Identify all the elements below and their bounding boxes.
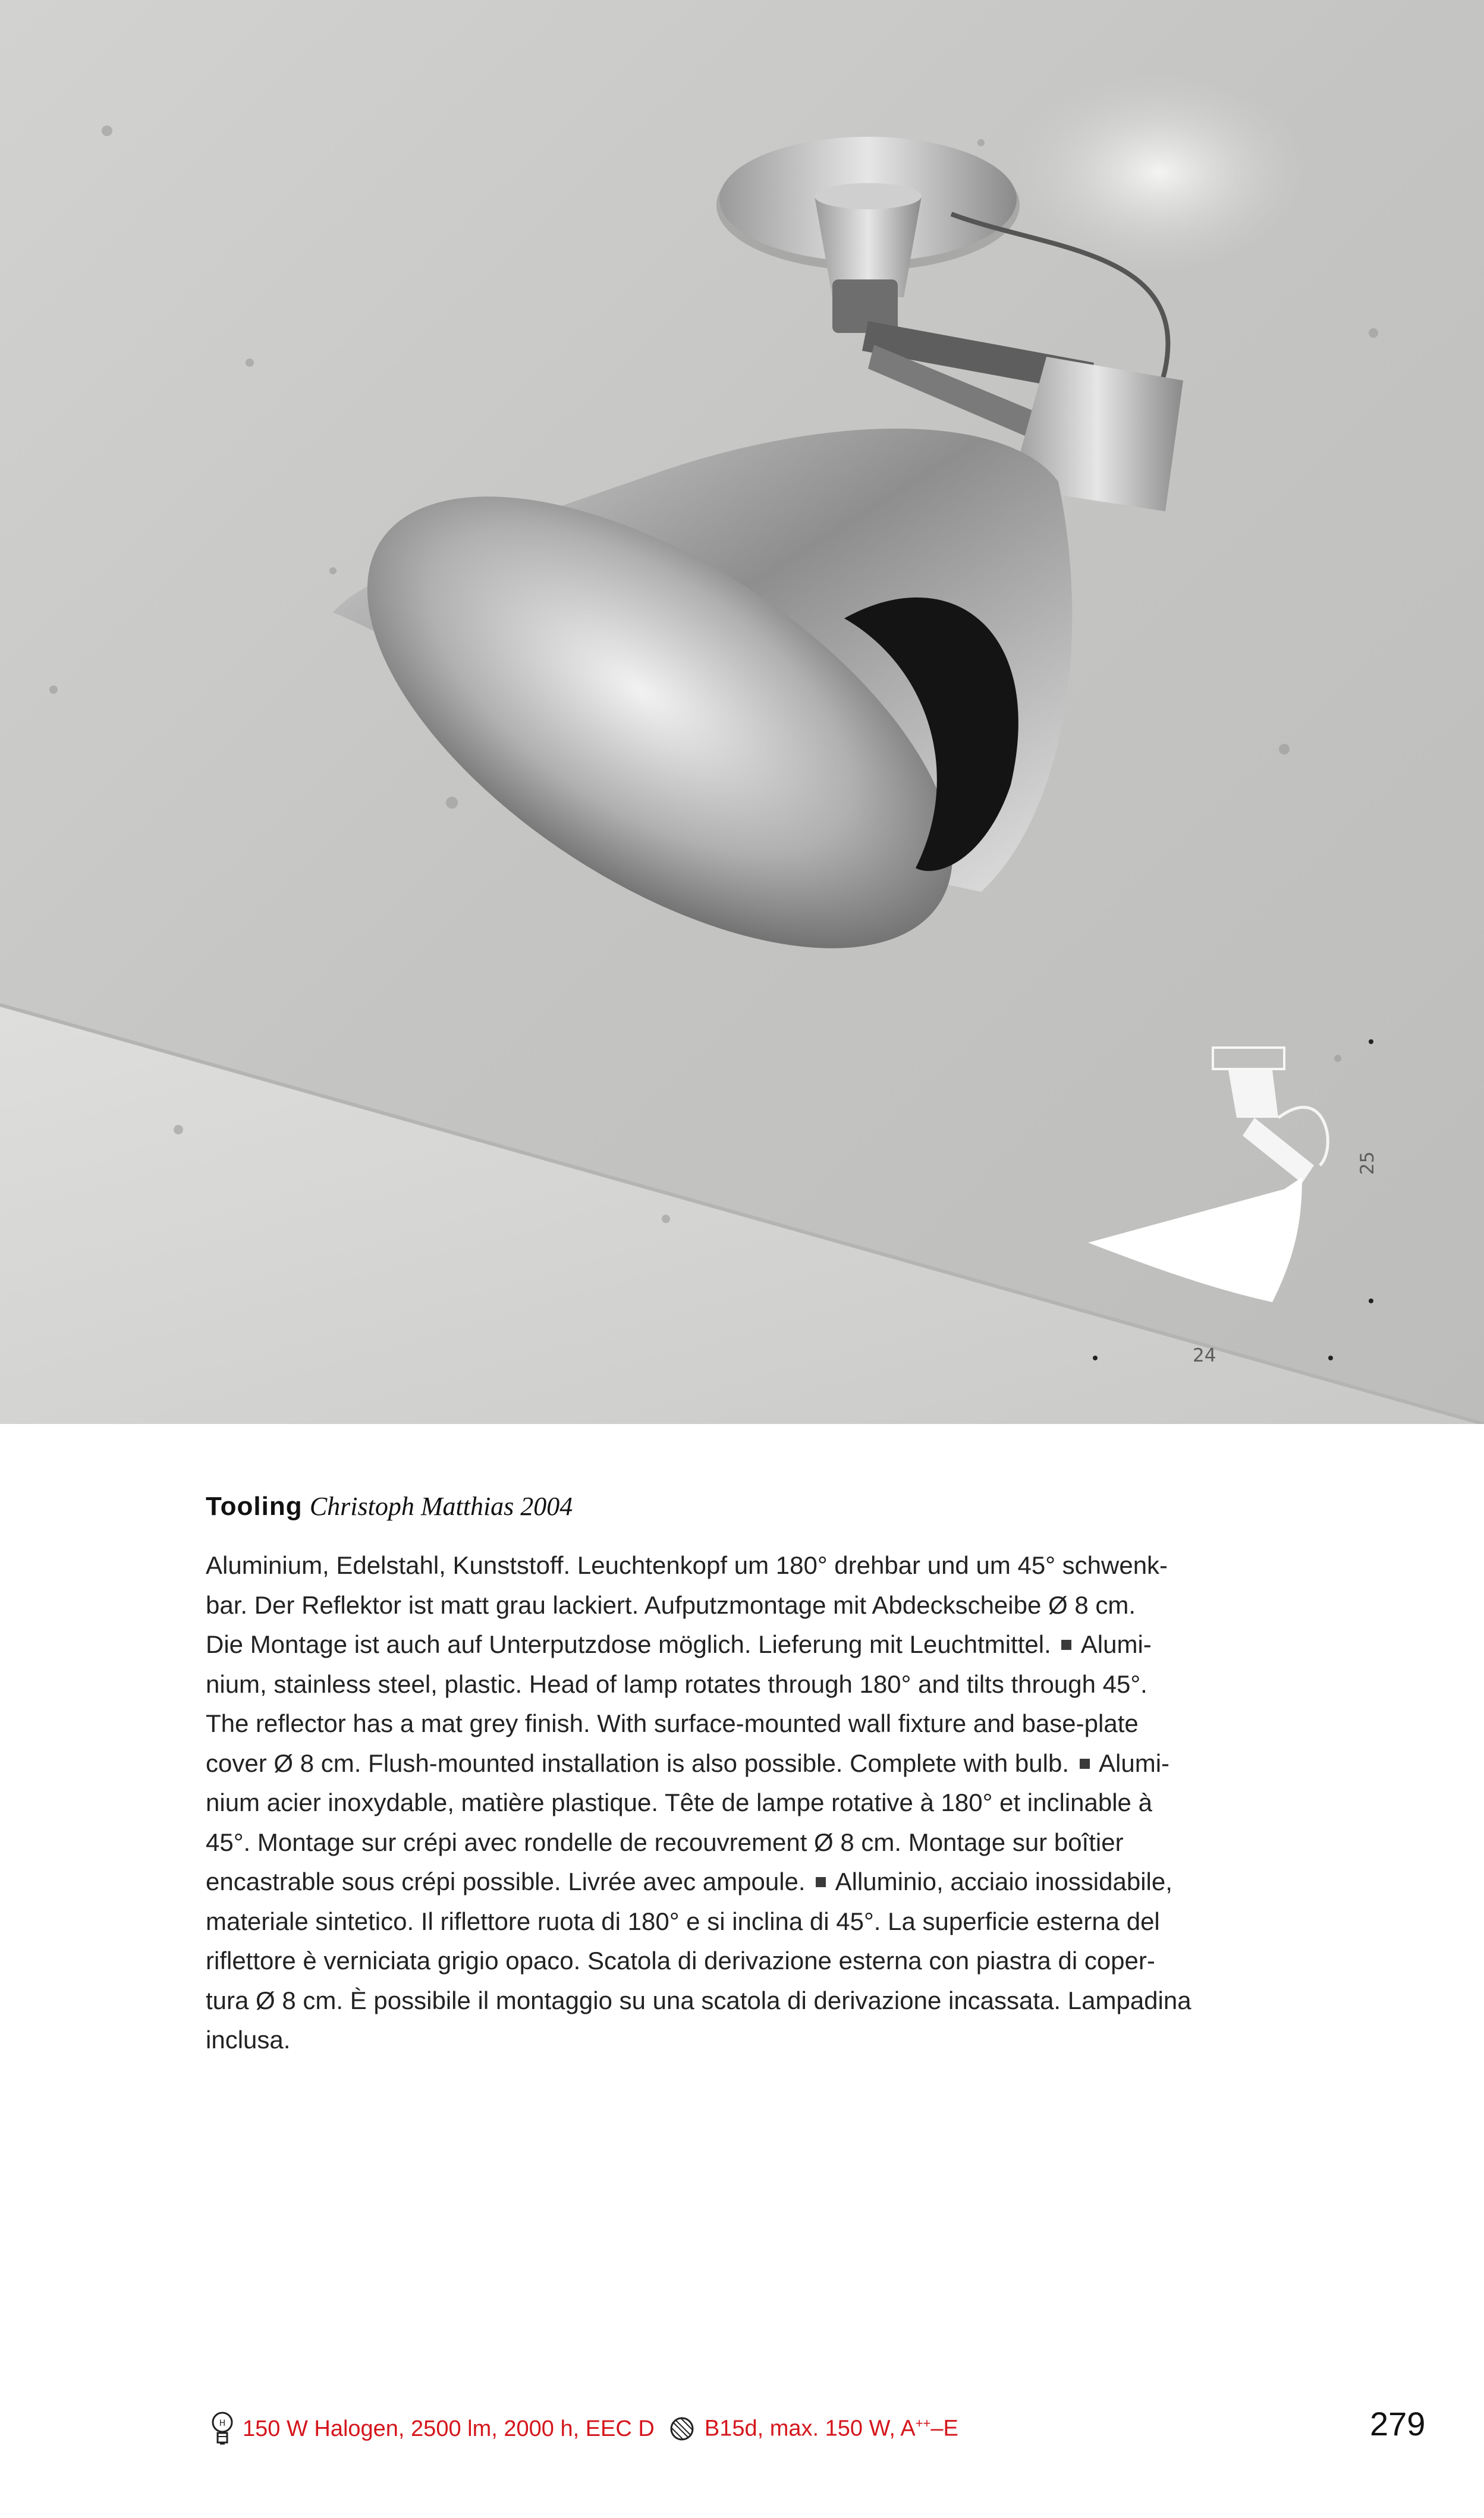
- product-name: Tooling: [206, 1492, 303, 1521]
- section-separator-icon: [816, 1877, 826, 1887]
- dimension-depth: 24: [1193, 1345, 1216, 1366]
- dimension-height: 25: [1357, 1151, 1378, 1175]
- description-line: inclusa.: [206, 2026, 291, 2054]
- page-number: 279: [1370, 2405, 1426, 2442]
- technical-specs: [210, 2409, 958, 2448]
- product-designer: Christoph Matthias 2004: [309, 1492, 573, 1521]
- product-description: [206, 1546, 1191, 2060]
- description-line: nium acier inoxydable, matière plastique. Tête de lampe rotative à 180° et inclinable à: [206, 1788, 1152, 1816]
- description-line: The reflector has a mat grey finish. With surface-mounted wall fixture and base-plate: [206, 1709, 1139, 1737]
- description-line: materiale sintetico. Il riflettore ruota di 180° e si inclina di 45°. La superficie esterna del: [206, 1907, 1160, 1935]
- description-line: bar. Der Reflektor ist matt grau lackiert. Aufputzmontage mit Abdeckscheibe Ø 8 cm.: [206, 1590, 1136, 1619]
- bulb-spec: 150 W Halogen, 2500 lm, 2000 h, EEC D: [243, 2416, 655, 2441]
- description-line: Die Montage ist auch auf Unterputzdose möglich. Lieferung mit Leuchtmittel. Alumi-: [206, 1630, 1152, 1658]
- description-line: nium, stainless steel, plastic. Head of lamp rotates through 180° and tilts through 45°.: [206, 1670, 1147, 1698]
- description-line: encastrable sous crépi possible. Livrée avec ampoule. Alluminio, acciaio inossidabile,: [206, 1868, 1172, 1895]
- description-line: Aluminium, Edelstahl, Kunststoff. Leuchtenkopf um 180° drehbar und um 45° schwenk-: [206, 1551, 1168, 1579]
- socket-icon: [668, 2415, 696, 2443]
- section-separator-icon: [1080, 1759, 1090, 1769]
- description-line: cover Ø 8 cm. Flush-mounted installation is also possible. Complete with bulb. Alumi-: [206, 1749, 1170, 1777]
- bulb-icon: [210, 2409, 234, 2448]
- socket-spec: B15d, max. 150 W, A++–E: [704, 2416, 958, 2441]
- product-heading: [206, 1491, 573, 1522]
- description-line: tura Ø 8 cm. È possibile il montaggio su una scatola di derivazione incassata. Lampadina: [206, 1986, 1191, 2014]
- description-line: 45°. Montage sur crépi avec rondelle de recouvrement Ø 8 cm. Montage sur boîtier: [206, 1828, 1124, 1856]
- description-line: riflettore è verniciata grigio opaco. Scatola di derivazione esterna con piastra di coper-: [206, 1947, 1155, 1975]
- section-separator-icon: [1061, 1640, 1071, 1650]
- svg-text:H: H: [219, 2419, 226, 2428]
